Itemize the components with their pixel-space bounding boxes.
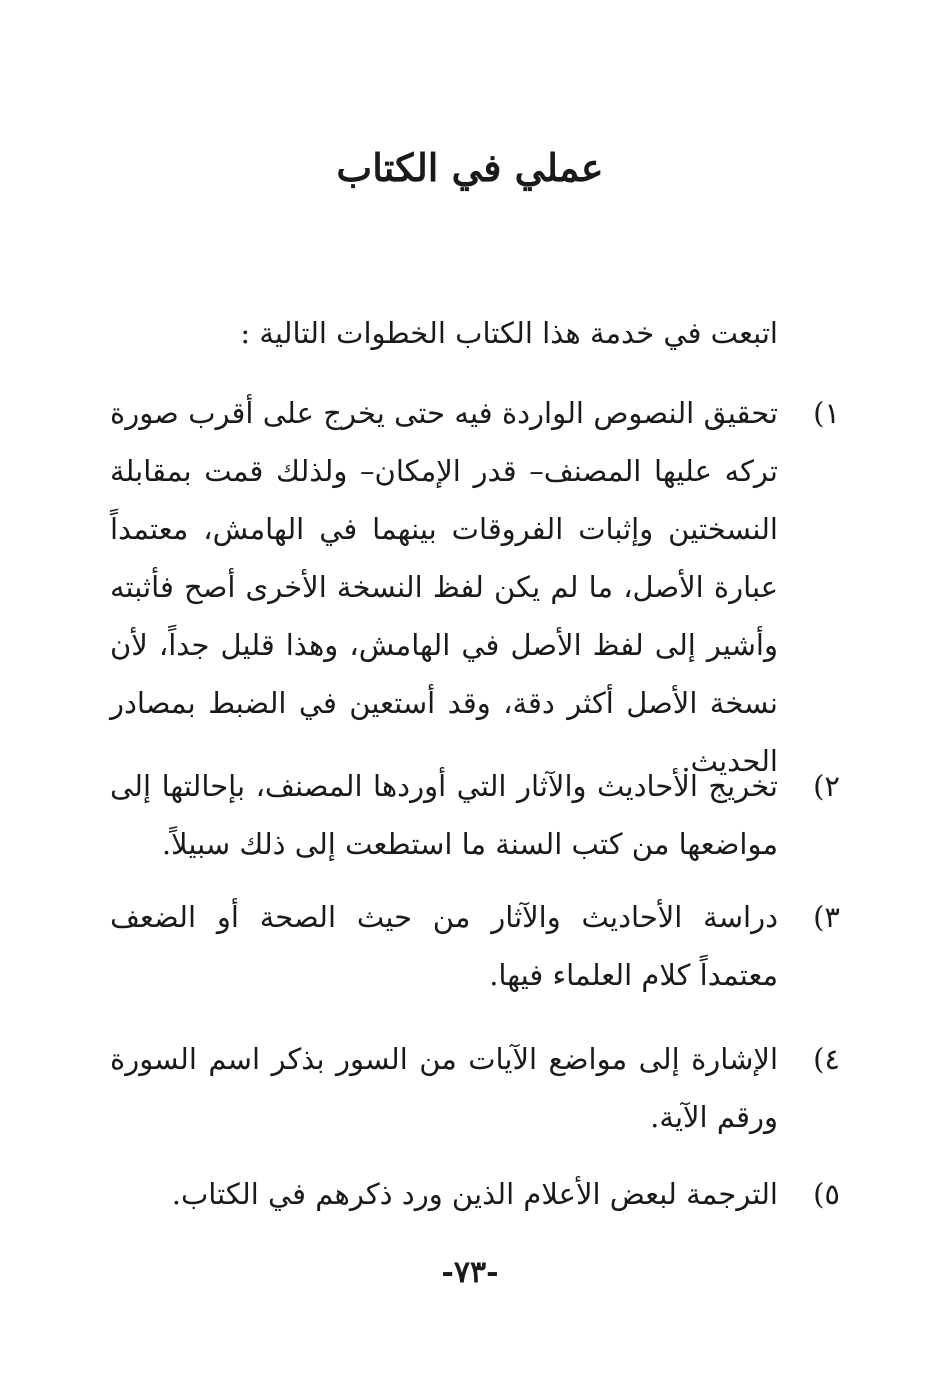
step-number: ٤)	[813, 1042, 840, 1076]
step-text: الترجمة لبعض الأعلام الذين ورد ذكرهم في الكتاب.	[171, 1177, 778, 1211]
step-number: ١)	[813, 396, 840, 430]
step-text: دراسة الأحاديث والآثار من حيث الصحة أو الضعف معتمداً كلام العلماء فيها.	[110, 900, 778, 992]
step-text: تخريج الأحاديث والآثار التي أوردها المصنف، بإحالتها إلى مواضعها من كتب السنة ما استطعت إلى ذلك سبيلاً.	[110, 769, 778, 861]
step-number: ٥)	[813, 1177, 840, 1211]
step-text: الإشارة إلى مواضع الآيات من السور بذكر اسم السورة ورقم الآية.	[110, 1042, 778, 1134]
page-number: -٧٣-	[441, 1255, 499, 1290]
step-text: تحقيق النصوص الواردة فيه حتى يخرج على أقرب صورة تركه عليها المصنف– قدر الإمكان– ولذلك قمت بمقابلة النسختين وإثبات الفروقات بينهما في الهامش، معتمداً عبارة الأصل، ما لم يكن لفظ النسخة الأخرى أصح فأثبته وأشير إلى لفظ الأصل في الهامش، وهذا قليل جداً، لأن نسخة الأصل أكثر دقة، وقد أستعين في الضبط بمصادر الحديث.	[110, 396, 778, 778]
page-title: عملي في الكتاب	[336, 145, 604, 190]
step-number: ٣)	[813, 900, 840, 934]
intro-text: اتبعت في خدمة هذا الكتاب الخطوات التالية :	[240, 316, 778, 350]
step-number: ٢)	[813, 769, 840, 803]
